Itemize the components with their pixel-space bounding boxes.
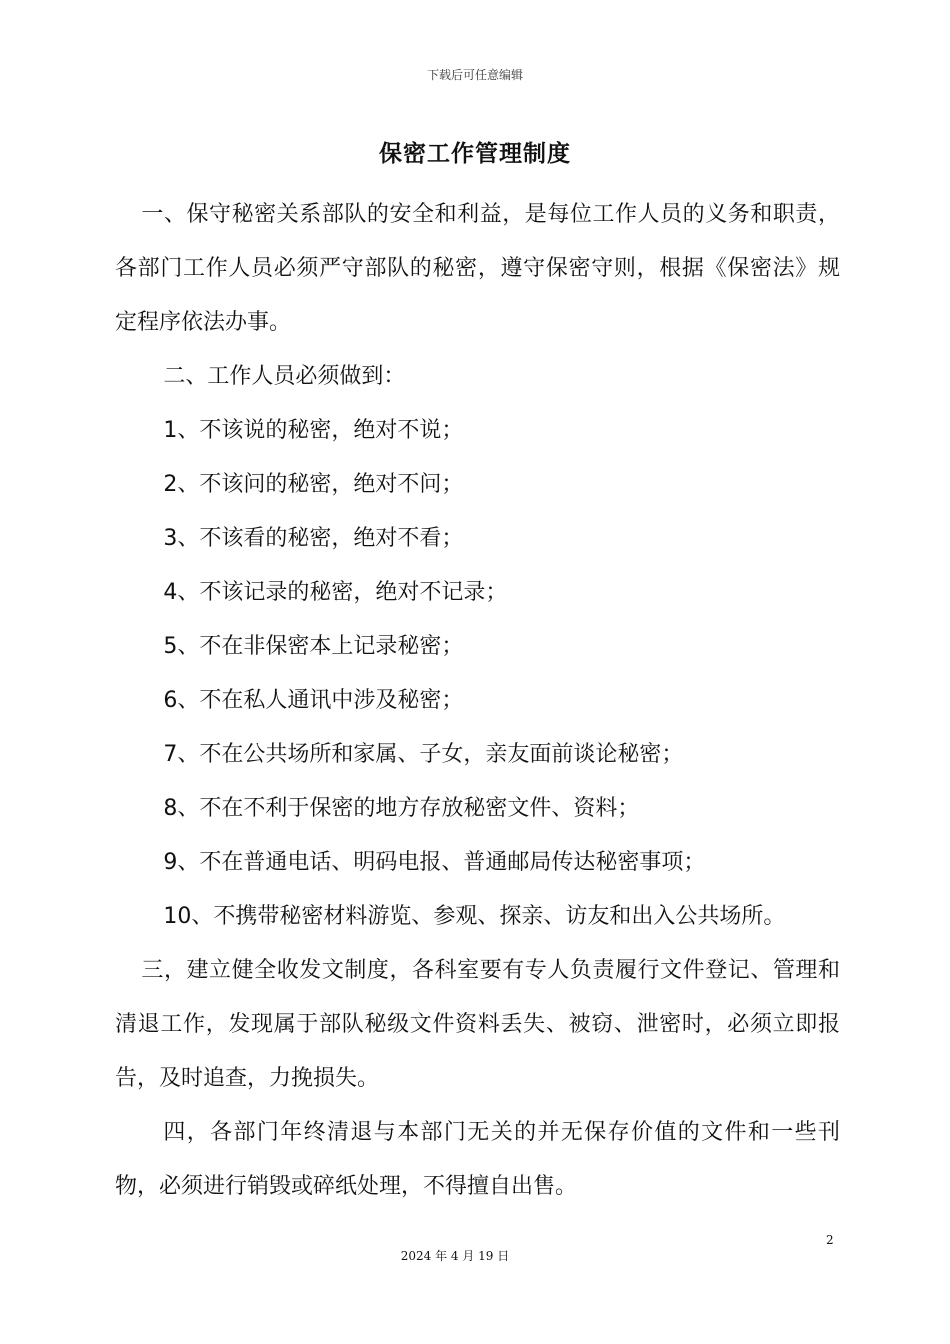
list-item-7: 7、不在公共场所和家属、子女，亲友面前谈论秘密； — [163, 742, 684, 767]
document-body — [115, 188, 840, 1214]
list-item-3: 3、不该看的秘密，绝对不看； — [163, 526, 464, 551]
paragraph-1: 一、保守秘密关系部队的安全和利益，是每位工作人员的义务和职责，各部门工作人员必须严守部队的秘密，遵守保密守则，根据《保密法》规定程序依法办事。 — [115, 202, 840, 335]
list-item-1: 1、不该说的秘密，绝对不说； — [163, 418, 464, 443]
list-item-6: 6、不在私人通讯中涉及秘密； — [163, 688, 464, 713]
paragraph-4: 四，各部门年终清退与本部门无关的并无保存价值的文件和一些刊物，必须进行销毁或碎纸处理，不得擅自出售。 — [115, 1120, 840, 1199]
list-item-2: 2、不该问的秘密，绝对不问； — [163, 472, 464, 497]
list-item-5: 5、不在非保密本上记录秘密； — [163, 634, 464, 659]
list-item-10: 10、不携带秘密材料游览、参观、探亲、访友和出入公共场所。 — [163, 904, 786, 929]
document-title: 保密工作管理制度 — [379, 141, 571, 167]
page-footer-date: 2024 年 4 月 19 日 — [400, 1249, 510, 1263]
list-item-4: 4、不该记录的秘密，绝对不记录； — [163, 580, 508, 605]
list-item-9: 9、不在普通电话、明码电报、普通邮局传达秘密事项； — [163, 850, 706, 875]
list-item-8: 8、不在不利于保密的地方存放秘密文件、资料； — [163, 796, 640, 821]
paragraph-3: 三，建立健全收发文制度，各科室要有专人负责履行文件登记、管理和清退工作，发现属于部队秘级文件资料丢失、被窃、泄密时，必须立即报告，及时追查，力挽损失。 — [115, 958, 840, 1091]
page-header: 下载后可任意编辑 — [426, 68, 523, 82]
paragraph-2: 二、工作人员必须做到： — [163, 364, 406, 389]
page-number: 2 — [826, 1233, 834, 1247]
